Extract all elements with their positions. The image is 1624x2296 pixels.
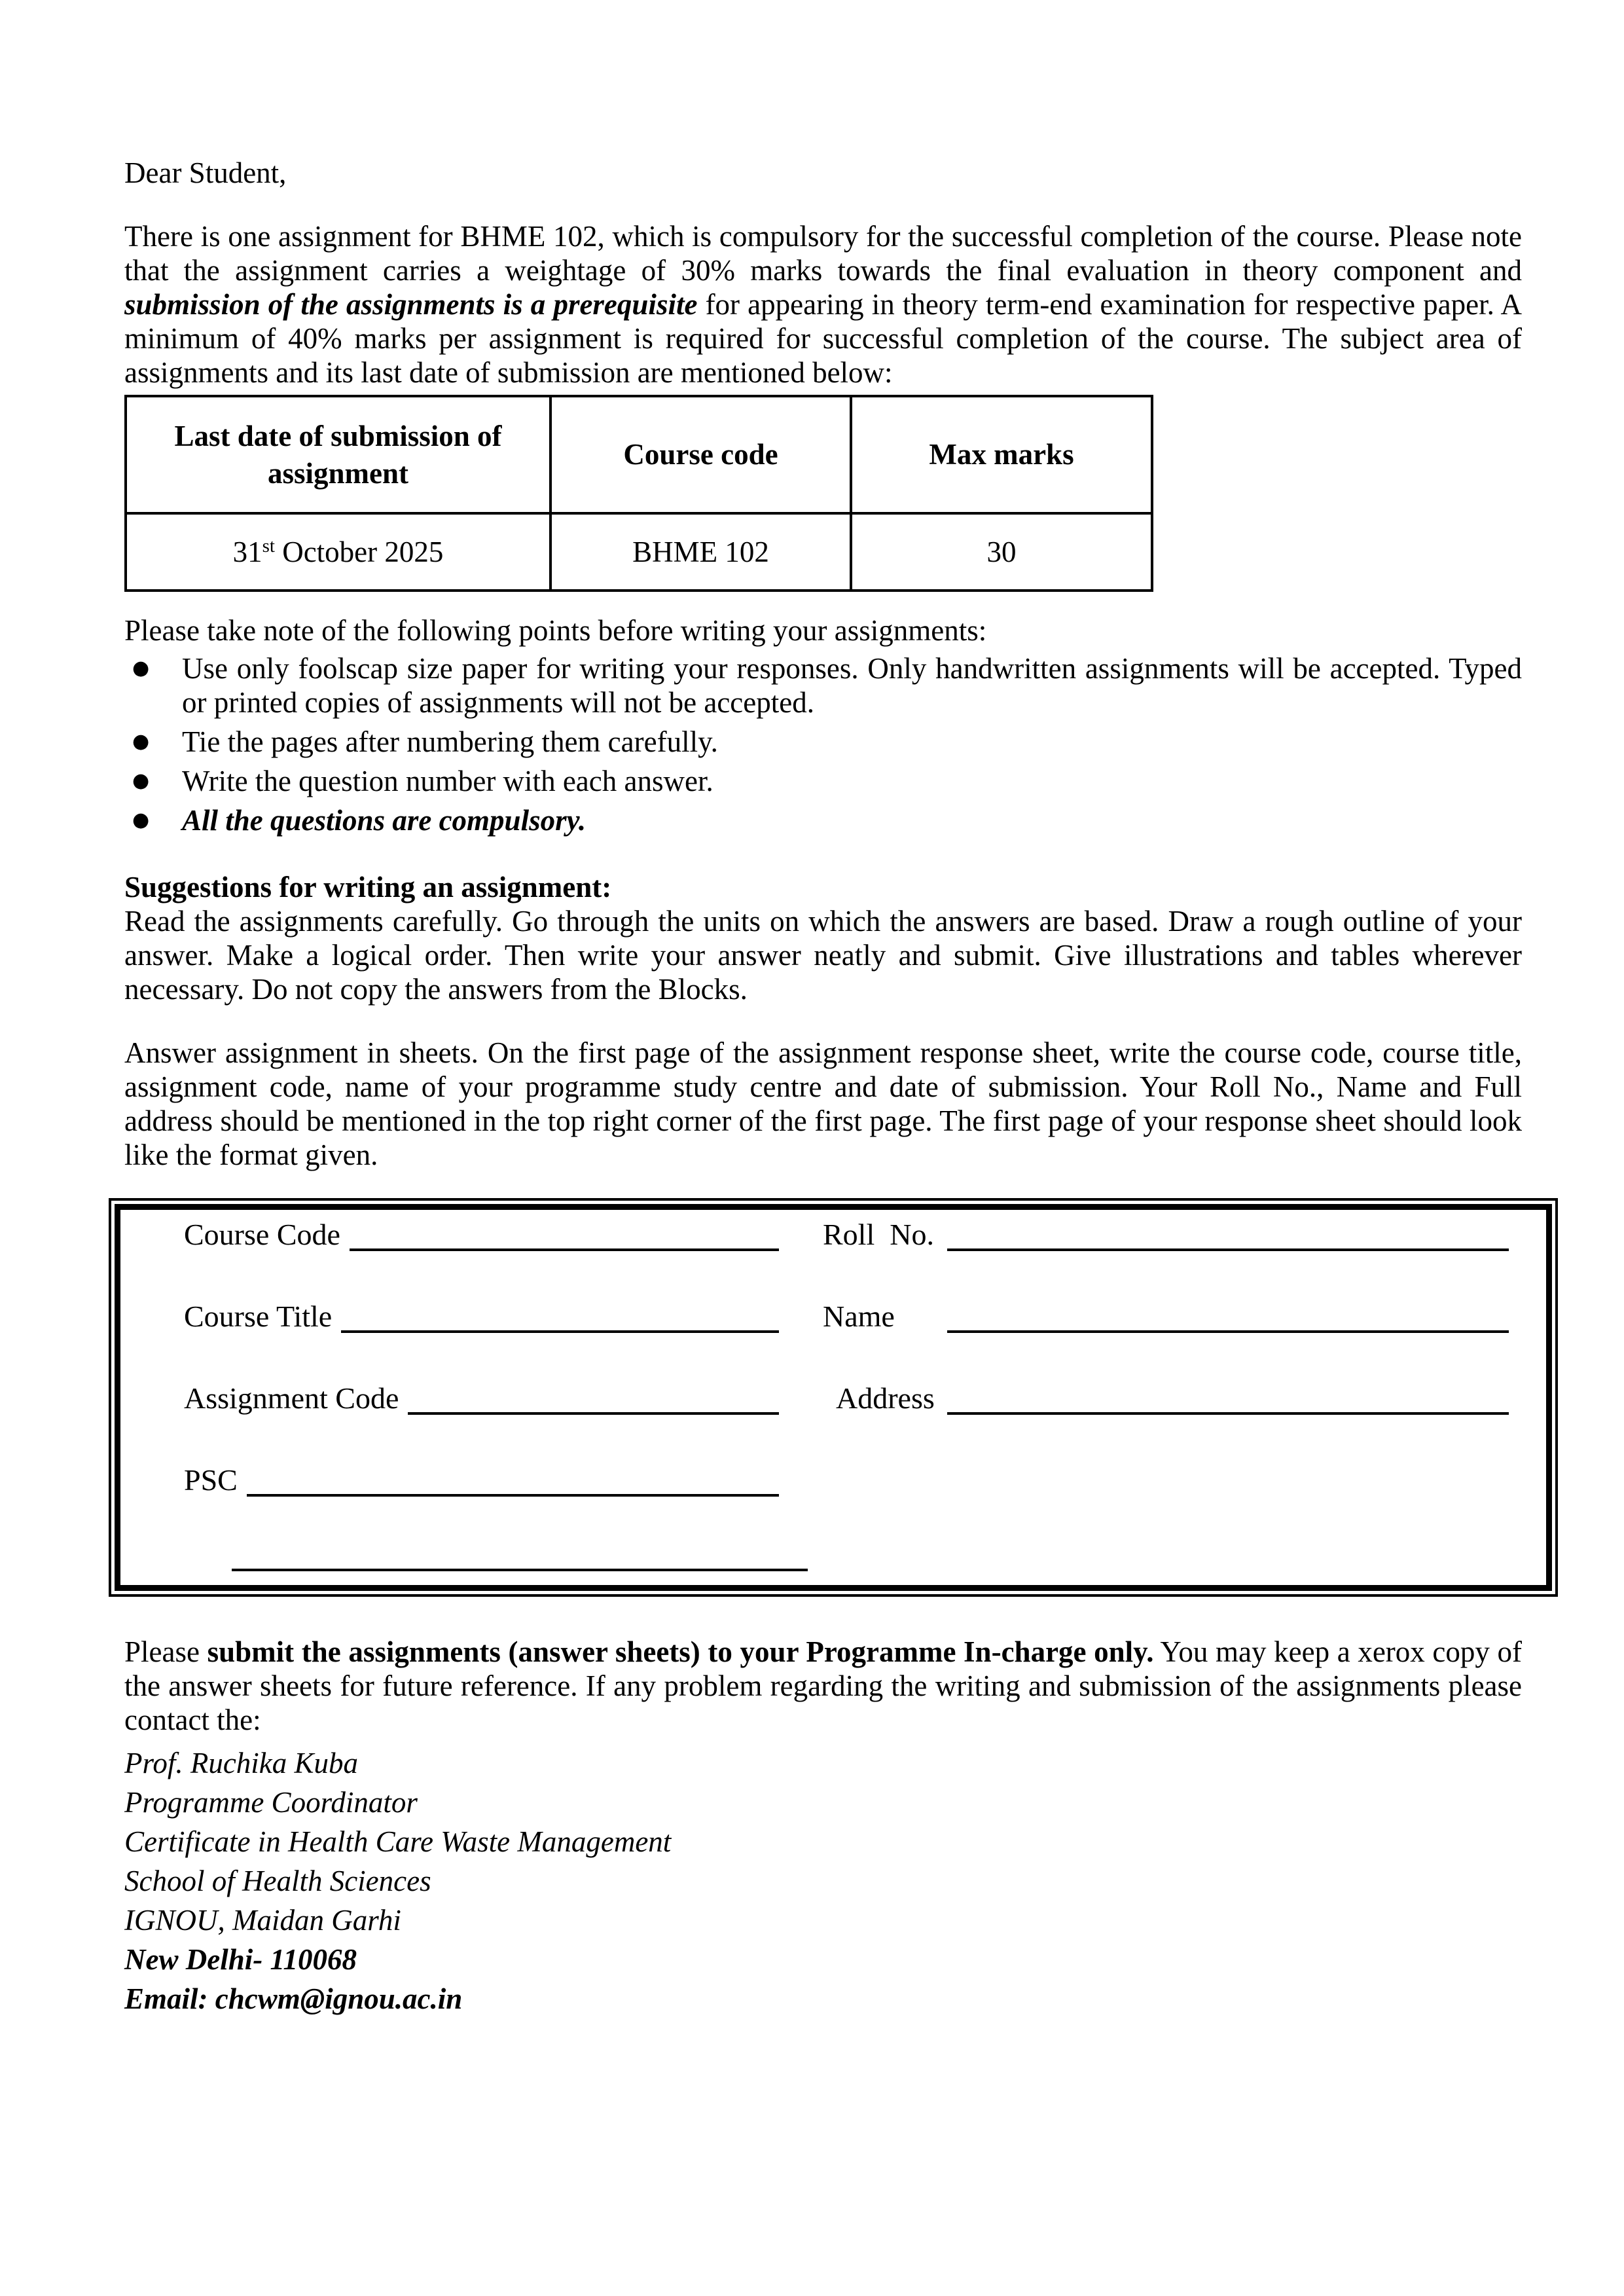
suggestions-heading: Suggestions for writing an assignment: [124, 871, 612, 903]
submission-paragraph [124, 1635, 1522, 1737]
suggestions-paragraph: Read the assignments carefully. Go through the units on which the answers are based. Draw a rough outline of your answer. Make a logical order. Then write your answer neatly and submit. Give illustrations and tables wherever necessary. Do not copy the answers from the Blocks. [124, 905, 1522, 1006]
form-row-assignment-code [184, 1381, 1509, 1463]
contact-role: Programme Coordinator [124, 1786, 418, 1819]
intro-emphasis: submission of the assignments is a prerequisite [124, 288, 698, 321]
name-field [823, 1300, 1509, 1334]
roll-no-field [823, 1218, 1509, 1252]
greeting-text: Dear Student, [124, 156, 287, 189]
format-instructions-paragraph: Answer assignment in sheets. On the first page of the assignment response sheet, write the course code, course title, assignment code, name of your programme study centre and date of submission. Your Roll No., Name and Full address should be mentioned in the top right corner of the first page. The first page of your response sheet should look like the format given. [124, 1036, 1522, 1171]
intro-part2: for appearing in theory term-end examination for respective paper. A minimum of 40% marks per assignment is required for successful completion of the course. The subject area of assignments and its last date of submission are mentioned below: [124, 288, 1522, 389]
table-cell-max-marks: 30 [851, 513, 1152, 591]
form-row-course-title [184, 1300, 1509, 1381]
list-item-text: Write the question number with each answer. [182, 765, 713, 797]
assignment-code-field [184, 1381, 779, 1415]
bullet-icon: ● [132, 769, 150, 792]
bullet-icon: ● [132, 657, 150, 680]
list-item [124, 651, 1522, 720]
list-item-text: Use only foolscap size paper for writing your responses. Only handwritten assignments will be accepted. Typed or printed copies of assignments will not be accepted. [182, 652, 1522, 719]
address-label: Address [836, 1381, 935, 1415]
list-item-text: Tie the pages after numbering them carefully. [182, 725, 718, 758]
contact-programme: Certificate in Health Care Waste Management [124, 1825, 672, 1858]
name-blank-line [947, 1330, 1509, 1333]
first-page-format-box [109, 1198, 1558, 1597]
contact-school: School of Health Sciences [124, 1865, 431, 1897]
list-item [124, 803, 1522, 837]
table-data-row [126, 513, 1152, 591]
table-cell-last-date [126, 513, 550, 591]
course-title-field [184, 1300, 779, 1334]
contact-email: Email: chcwm@ignou.ac.in [124, 1982, 463, 2015]
psc-field [184, 1463, 779, 1497]
assignment-info-table [124, 395, 1153, 592]
first-page-format-box-inner [115, 1204, 1552, 1591]
course-title-blank-line [341, 1330, 779, 1333]
assignment-code-blank-line [408, 1412, 779, 1415]
contact-city: New Delhi- 110068 [124, 1943, 357, 1976]
notes-list [124, 651, 1522, 837]
date-rest: October 2025 [274, 535, 444, 568]
contact-block [124, 1746, 1522, 2016]
submission-bold: submit the assignments (answer sheets) to your Programme In-charge only. [207, 1635, 1154, 1668]
notes-intro-text: Please take note of the following points before writing your assignments: [124, 614, 987, 647]
course-code-label: Course Code [184, 1218, 340, 1251]
course-title-label: Course Title [184, 1300, 333, 1333]
intro-paragraph [124, 219, 1522, 390]
table-header-row [126, 396, 1152, 513]
intro-part1: There is one assignment for BHME 102, which is compulsory for the successful completion of the course. Please note that the assignment carries a weightage of 30% marks towards the final evaluation in theory component and [124, 220, 1522, 287]
form-row-extra-line [184, 1559, 1509, 1562]
name-label: Name [823, 1300, 895, 1333]
course-code-field [184, 1218, 779, 1252]
table-header-last-date: Last date of submission of assignment [126, 396, 550, 513]
bullet-icon: ● [132, 730, 150, 753]
form-row-course-code [184, 1218, 1509, 1300]
table-cell-course-code: BHME 102 [550, 513, 851, 591]
table-header-course-code: Course code [550, 396, 851, 513]
date-ordinal: st [262, 535, 275, 556]
address-field [823, 1381, 1509, 1415]
form-row-psc [184, 1463, 1509, 1545]
psc-label: PSC [184, 1463, 238, 1497]
list-item [124, 764, 1522, 798]
date-day: 31 [232, 535, 262, 568]
contact-name: Prof. Ruchika Kuba [124, 1747, 359, 1779]
list-item [124, 725, 1522, 759]
roll-no-blank-line [947, 1248, 1509, 1251]
assignment-code-label: Assignment Code [184, 1381, 399, 1415]
bullet-icon: ● [132, 809, 150, 831]
contact-university: IGNOU, Maidan Garhi [124, 1904, 401, 1937]
submission-part2: You may keep a xerox copy of the answer sheets for future reference. If any problem regarding the writing and submission of the assignments please contact the: [124, 1635, 1522, 1736]
table-header-max-marks: Max marks [851, 396, 1152, 513]
address-blank-line [947, 1412, 1509, 1415]
submission-part1: Please [124, 1635, 208, 1668]
list-item-text: All the questions are compulsory. [182, 804, 586, 837]
course-code-blank-line [350, 1248, 779, 1251]
psc-blank-line [247, 1494, 779, 1497]
roll-no-label: Roll No. [823, 1218, 934, 1251]
extra-blank-line [232, 1569, 808, 1571]
